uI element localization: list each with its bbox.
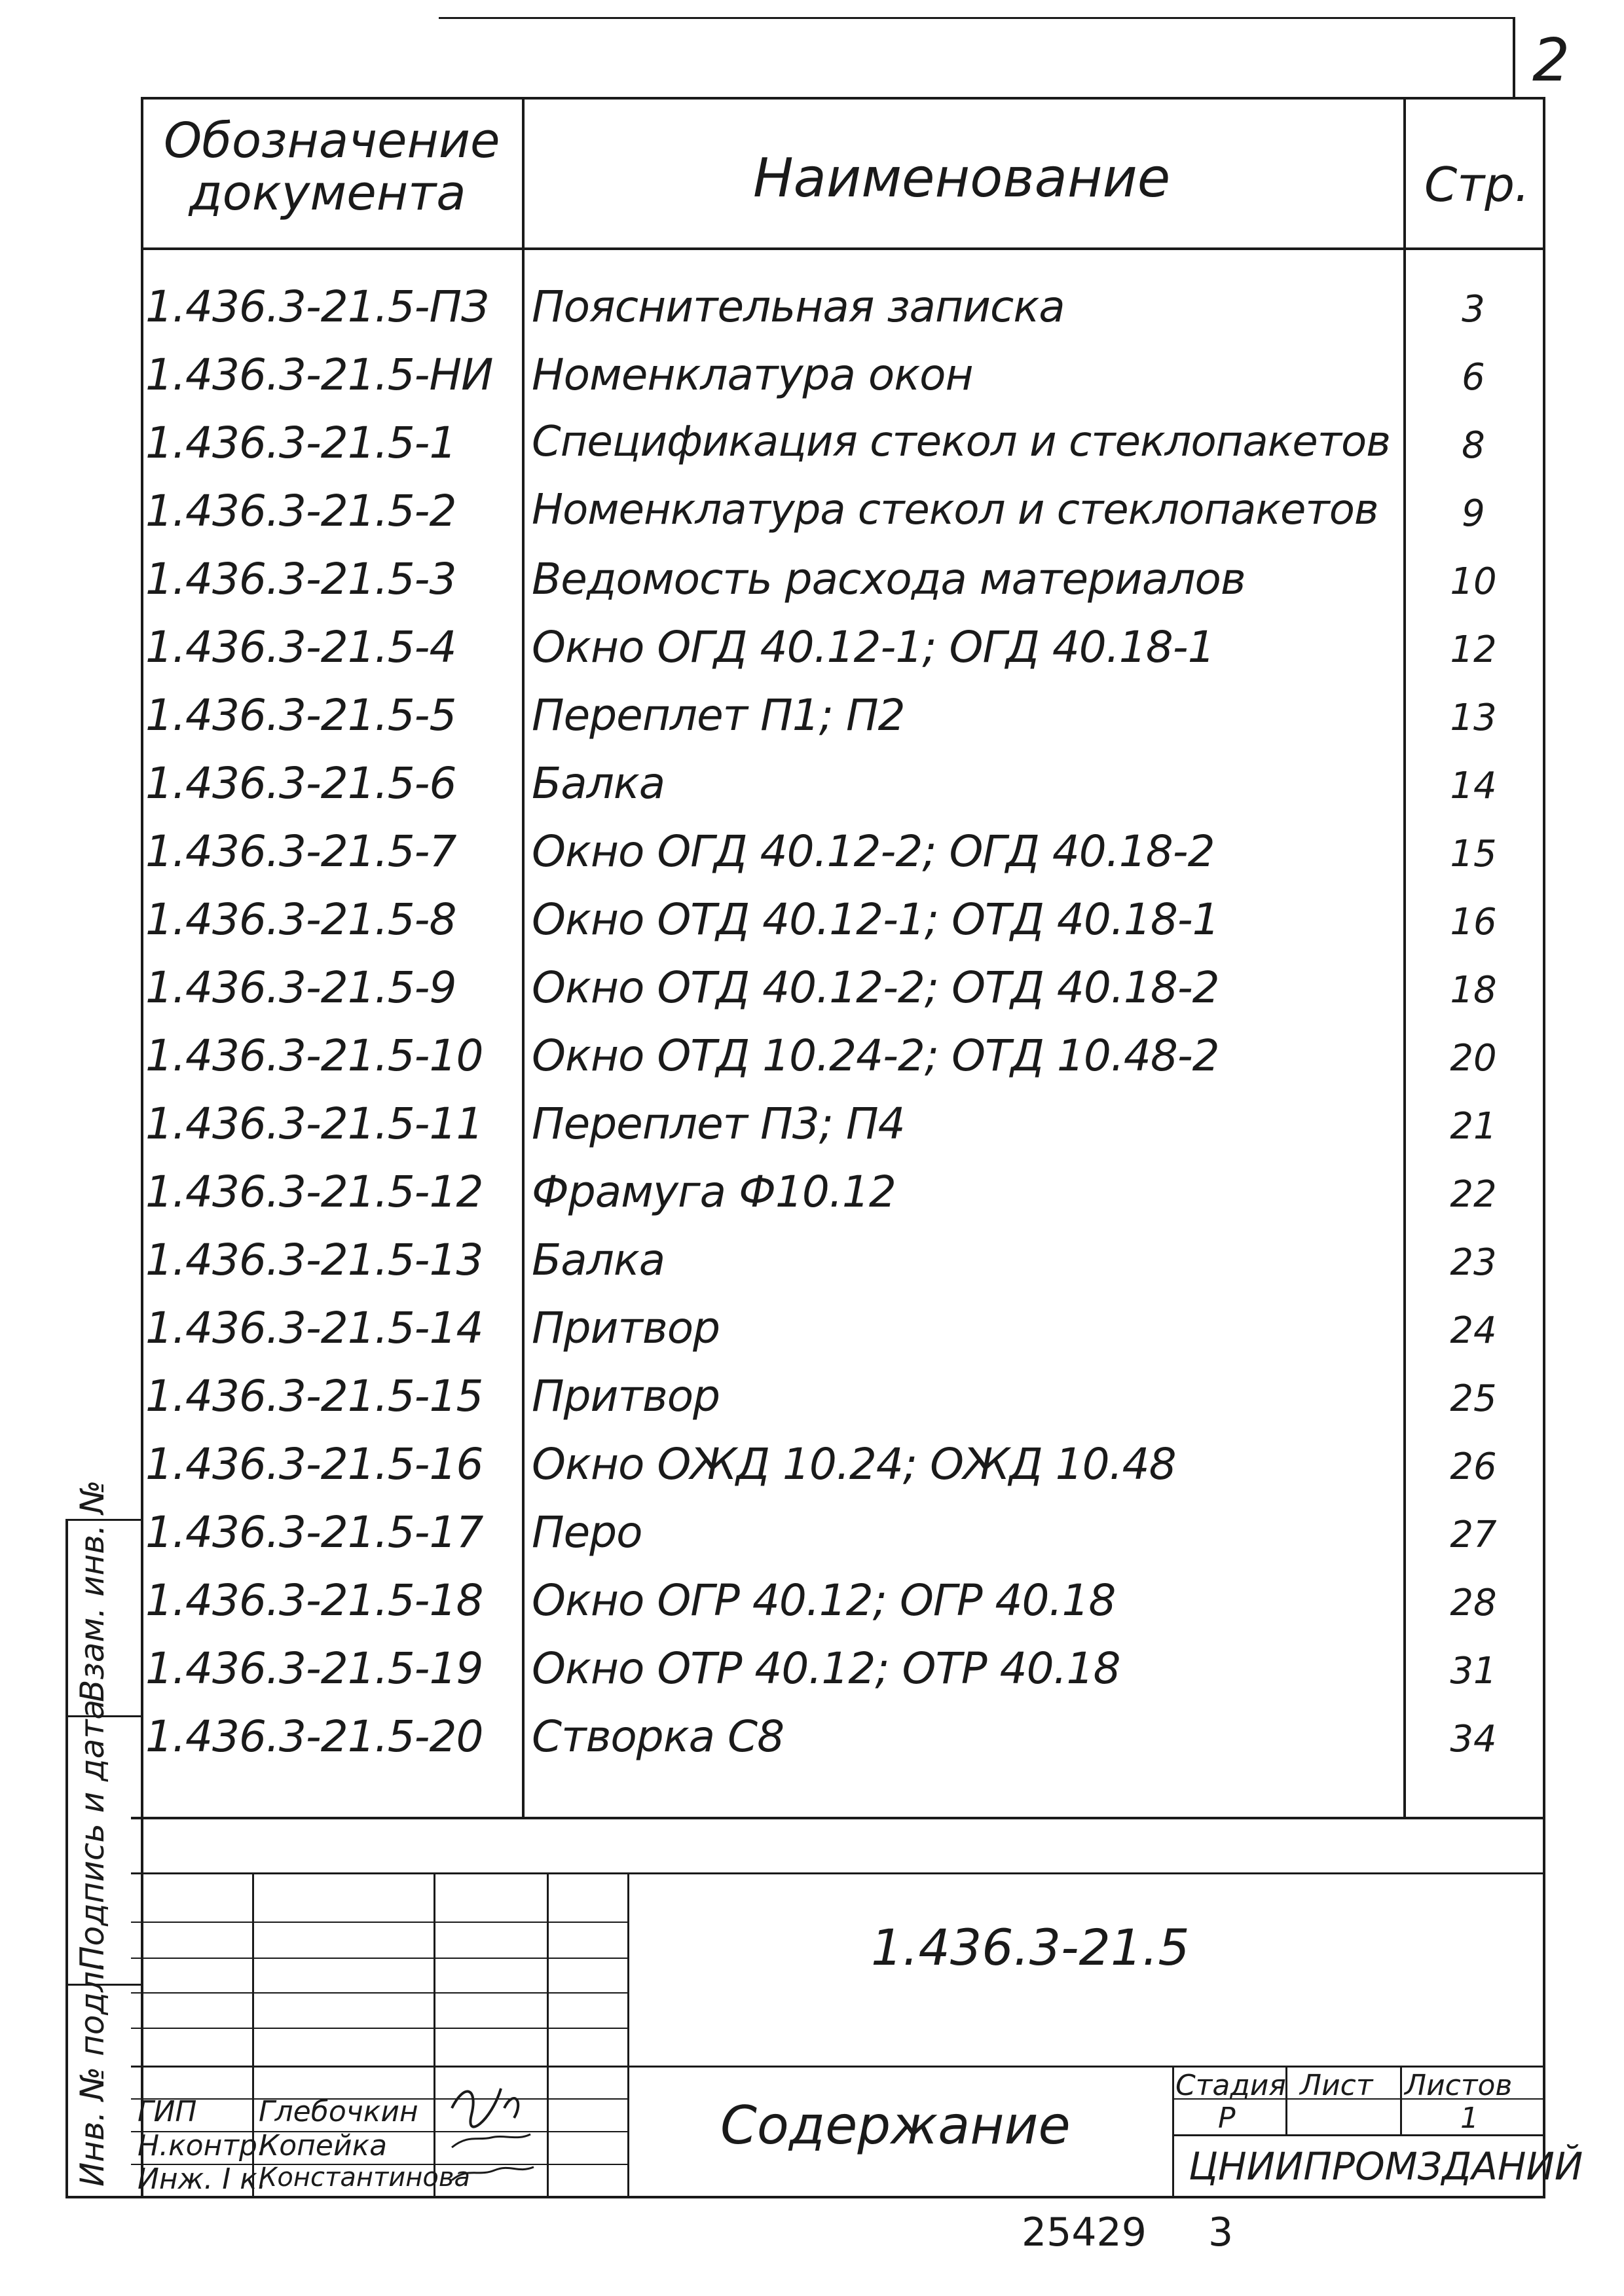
row-code: 1.436.3-21.5-18: [145, 1575, 483, 1626]
row-code: 1.436.3-21.5-7: [145, 826, 456, 877]
row-code: 1.436.3-21.5-15: [145, 1371, 483, 1421]
row-code: 1.436.3-21.5-12: [145, 1167, 483, 1217]
frame-right: [1543, 97, 1545, 2198]
row-name: Притвор: [532, 1303, 720, 1353]
row-name: Пояснительная записка: [532, 282, 1065, 332]
sheet-number: 2: [1532, 26, 1570, 95]
tb-name-3: Константинова: [259, 2162, 470, 2193]
tb-name-1: Глебочкин: [259, 2095, 418, 2128]
row-code: 1.436.3-21.5-11: [145, 1099, 483, 1149]
tb-role-3: Инж. I к.: [138, 2162, 267, 2196]
tb-line-5: [131, 2028, 629, 2029]
row-name: Окно ОГР 40.12; ОГР 40.18: [532, 1575, 1116, 1626]
row-name: Балка: [532, 1235, 665, 1285]
tb-role-2: Н.контр.: [138, 2129, 267, 2162]
row-code: 1.436.3-21.5-5: [145, 690, 456, 740]
tb-vline-3: [547, 1872, 549, 2198]
row-code: 1.436.3-21.5-6: [145, 758, 456, 809]
col-sep-1: [522, 97, 525, 1819]
row-page: 20: [1450, 1037, 1497, 1080]
row-code: 1.436.3-21.5-3: [145, 554, 456, 604]
sheet-number-box-left: [1513, 17, 1515, 100]
row-page: 28: [1450, 1582, 1497, 1624]
row-name: Окно ОТД 40.12-2; ОТД 40.18-2: [532, 962, 1219, 1013]
row-page: 24: [1450, 1309, 1497, 1352]
tb-name-2: Копейка: [259, 2129, 388, 2162]
row-page: 31: [1450, 1650, 1497, 1692]
row-page: 26: [1450, 1446, 1497, 1488]
row-page: 6: [1462, 356, 1485, 399]
frame-top: [141, 97, 1545, 100]
signature-marks: [439, 2062, 544, 2193]
tb-listov: 1: [1460, 2102, 1479, 2135]
row-name: Окно ОТД 40.12-1; ОТД 40.18-1: [532, 894, 1219, 945]
table-bottom: [131, 1817, 1545, 1819]
row-name: Окно ОГД 40.12-1; ОГД 40.18-1: [532, 622, 1215, 672]
row-code: 1.436.3-21.5-1: [145, 418, 456, 468]
header-code-line1: Обозначение: [164, 113, 500, 169]
row-name: Спецификация стекол и стеклопакетов: [532, 418, 1390, 466]
row-page: 34: [1450, 1718, 1497, 1760]
row-code: 1.436.3-21.5-19: [145, 1643, 483, 1694]
side-stamp-vzam: Взам. инв. №: [73, 1480, 111, 1702]
row-page: 12: [1450, 629, 1497, 671]
tb-stadia: Р: [1218, 2102, 1236, 2135]
row-page: 9: [1462, 492, 1485, 535]
row-code: 1.436.3-21.5-ПЗ: [145, 282, 489, 332]
row-name: Окно ОГД 40.12-2; ОГД 40.18-2: [532, 826, 1215, 877]
tb-vline-2: [434, 1872, 435, 2198]
row-code: 1.436.3-21.5-8: [145, 894, 456, 945]
tb-line-6: [131, 2066, 1545, 2068]
row-name: Ведомость расхода материалов: [532, 554, 1246, 604]
side-stamp-podpis: Подпись и дата: [73, 1699, 111, 1971]
side-stamp-left: [65, 1519, 68, 2198]
row-page: 27: [1450, 1514, 1497, 1556]
tb-doc-code: 1.436.3-21.5: [871, 1918, 1190, 1977]
row-page: 23: [1450, 1241, 1497, 1284]
row-name: Перо: [532, 1507, 642, 1558]
row-code: 1.436.3-21.5-16: [145, 1439, 483, 1489]
row-name: Переплет П1; П2: [532, 690, 905, 740]
header-name: Наименование: [753, 147, 1171, 210]
frame-left: [141, 97, 143, 2198]
top-rule: [439, 17, 1513, 19]
row-code: 1.436.3-21.5-9: [145, 962, 456, 1013]
row-page: 10: [1450, 560, 1497, 603]
header-separator: [141, 247, 1545, 250]
tb-vline-7: [1400, 2066, 1402, 2134]
row-name: Створка С8: [532, 1711, 784, 1762]
tb-list-label: Лист: [1300, 2069, 1373, 2102]
row-name: Номенклатура стекол и стеклопакетов: [532, 486, 1378, 534]
row-page: 21: [1450, 1105, 1497, 1148]
tb-line-4: [131, 1992, 629, 1994]
row-code: 1.436.3-21.5-10: [145, 1030, 483, 1081]
row-name: Притвор: [532, 1371, 720, 1421]
row-code: 1.436.3-21.5-13: [145, 1235, 483, 1285]
side-stamp-inv: Инв. № подл.: [73, 1961, 111, 2187]
frame-bottom: [65, 2196, 1545, 2198]
tb-line-1: [131, 1872, 1545, 1874]
tb-stadia-label: Стадия: [1175, 2069, 1286, 2102]
tb-role-1: ГИП: [138, 2095, 197, 2128]
row-name: Балка: [532, 758, 665, 809]
footer-page-index: 3: [1208, 2210, 1234, 2255]
row-page: 8: [1462, 424, 1485, 467]
tb-org: ЦНИИПРОМЗДАНИЙ: [1189, 2144, 1583, 2189]
tb-title: Содержание: [720, 2095, 1071, 2156]
row-code: 1.436.3-21.5-НИ: [145, 350, 493, 400]
row-page: 25: [1450, 1377, 1497, 1420]
row-page: 14: [1450, 765, 1497, 807]
row-name: Фрамуга Ф10.12: [532, 1167, 896, 1217]
tb-line-3: [131, 1958, 629, 1959]
row-code: 1.436.3-21.5-2: [145, 486, 456, 536]
row-code: 1.436.3-21.5-17: [145, 1507, 483, 1558]
tb-listov-label: Листов: [1405, 2069, 1513, 2102]
footer-archive-number: 25429: [1022, 2210, 1147, 2255]
tb-vline-4: [627, 1872, 629, 2198]
tb-line-2: [131, 1922, 629, 1923]
col-sep-2: [1403, 97, 1406, 1819]
row-name: Окно ОТР 40.12; ОТР 40.18: [532, 1643, 1120, 1694]
row-page: 15: [1450, 833, 1497, 875]
header-code-line2: документа: [189, 165, 466, 221]
row-page: 18: [1450, 969, 1497, 1011]
header-code: [164, 113, 500, 221]
row-name: Переплет П3; П4: [532, 1099, 905, 1149]
row-code: 1.436.3-21.5-20: [145, 1711, 483, 1762]
row-name: Окно ОТД 10.24-2; ОТД 10.48-2: [532, 1030, 1219, 1081]
row-code: 1.436.3-21.5-4: [145, 622, 456, 672]
tb-vline-5: [1172, 2066, 1174, 2198]
header-page: Стр.: [1424, 157, 1530, 212]
row-name: Номенклатура окон: [532, 350, 973, 400]
row-page: 16: [1450, 901, 1497, 943]
row-page: 13: [1450, 697, 1497, 739]
row-page: 22: [1450, 1173, 1497, 1216]
row-page: 3: [1462, 288, 1485, 331]
row-code: 1.436.3-21.5-14: [145, 1303, 483, 1353]
row-name: Окно ОЖД 10.24; ОЖД 10.48: [532, 1439, 1176, 1489]
